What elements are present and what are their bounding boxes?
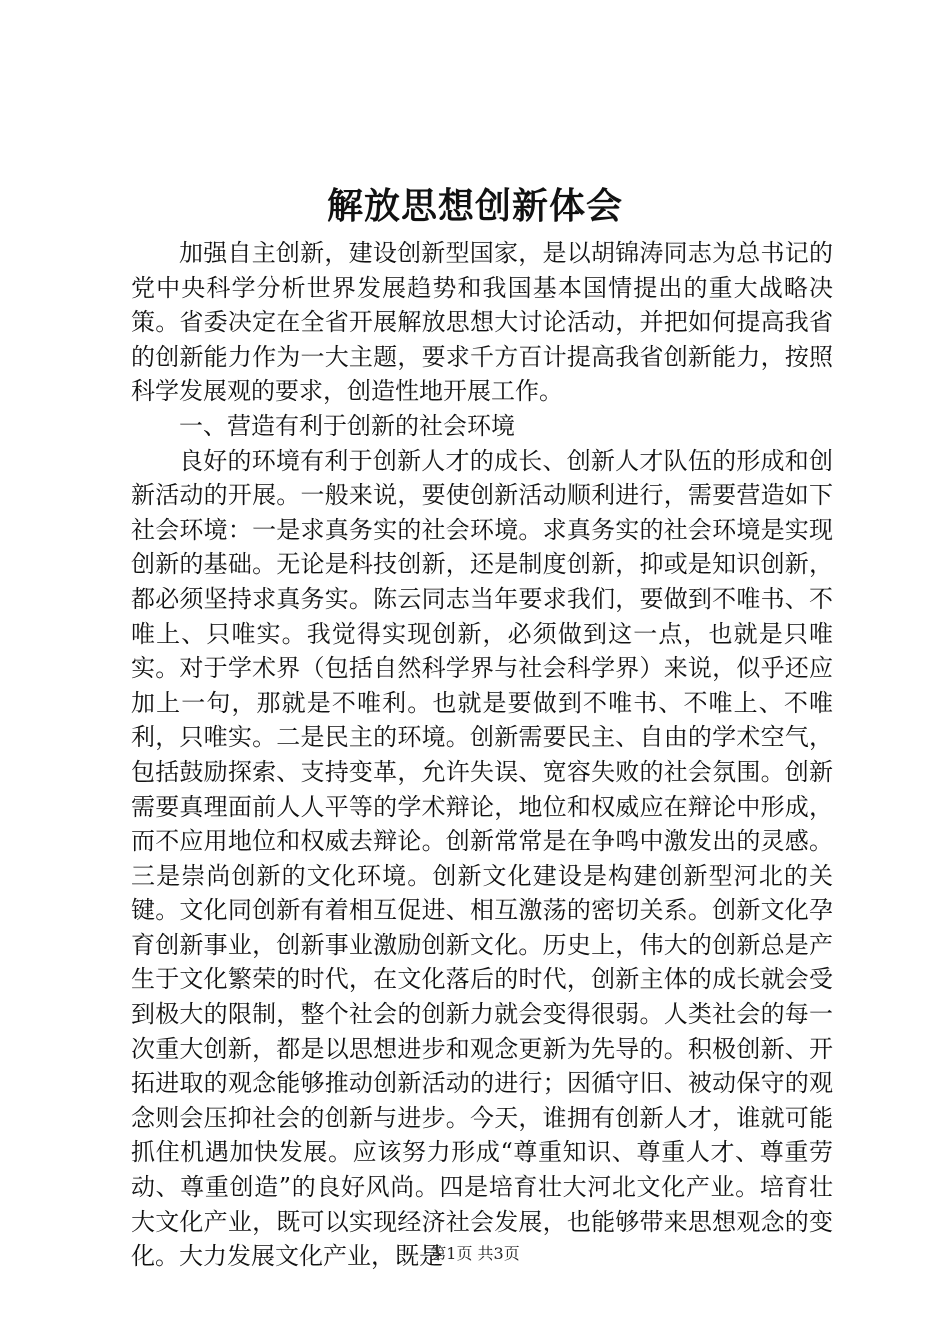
document-title: 解放思想创新体会 [326,185,623,227]
paragraph-intro: 加强自主创新，建设创新型国家，是以胡锦涛同志为总书记的党中央科学分析世界发展趋势和我国基本国情提出的重大战略决策。省委决定在全省开展解放思想大讨论活动，并把如何提高我省的创新能力作为一大主题，要求千方百计提高我省创新能力，按照科学发展观的要求，创造性地开展工作。 [131,239,833,406]
section-heading-1: 一、营造有利于创新的社会环境 [179,411,515,440]
document-body [131,236,833,1274]
paragraph-environment: 良好的环境有利于创新人才的成长、创新人才队伍的形成和创新活动的开展。一般来说，要使创新活动顺利进行，需要营造如下社会环境：一是求真务实的社会环境。求真务实的社会环境是实现创新的基础。无论是科技创新，还是制度创新，抑或是知识创新，都必须坚持求真务实。陈云同志当年要求我们，要做到不唯书、不唯上、只唯实。我觉得实现创新，必须做到这一点，也就是只唯实。对于学术界（包括自然科学界与社会科学界）来说，似乎还应加上一句，那就是不唯利。也就是要做到不唯书、不唯上、不唯利，只唯实。二是民主的环境。创新需要民主、自由的学术空气，包括鼓励探索、支持变革，允许失误、宽容失败的社会氛围。创新需要真理面前人人平等的学术辩论，地位和权威应在辩论中形成，而不应用地位和权威去辩论。创新常常是在争鸣中激发出的灵感。三是崇尚创新的文化环境。创新文化建设是构建创新型河北的关键。文化同创新有着相互促进、相互激荡的密切关系。创新文化孕育创新事业，创新事业激励创新文化。历史上，伟大的创新总是产生于文化繁荣的时代，在文化落后的时代，创新主体的成长就会受到极大的限制，整个社会的创新力就会变得很弱。人类社会的每一次重大创新，都是以思想进步和观念更新为先导的。积极创新、开拓进取的观念能够推动创新活动的进行；因循守旧、被动保守的观念则会压抑社会的创新与进步。今天，谁拥有创新人才，谁就可能抓住机遇加快发展。应该努力形成“尊重知识、尊重人才、尊重劳动、尊重创造”的良好风尚。四是培育壮大河北文化产业。培育壮大文化产业，既可以实现经济社会发展，也能够带来思想观念的变化。大力发展文化产业，既是 [131,446,833,1271]
page-number-footer: 第1页 共3页 [430,1244,520,1263]
